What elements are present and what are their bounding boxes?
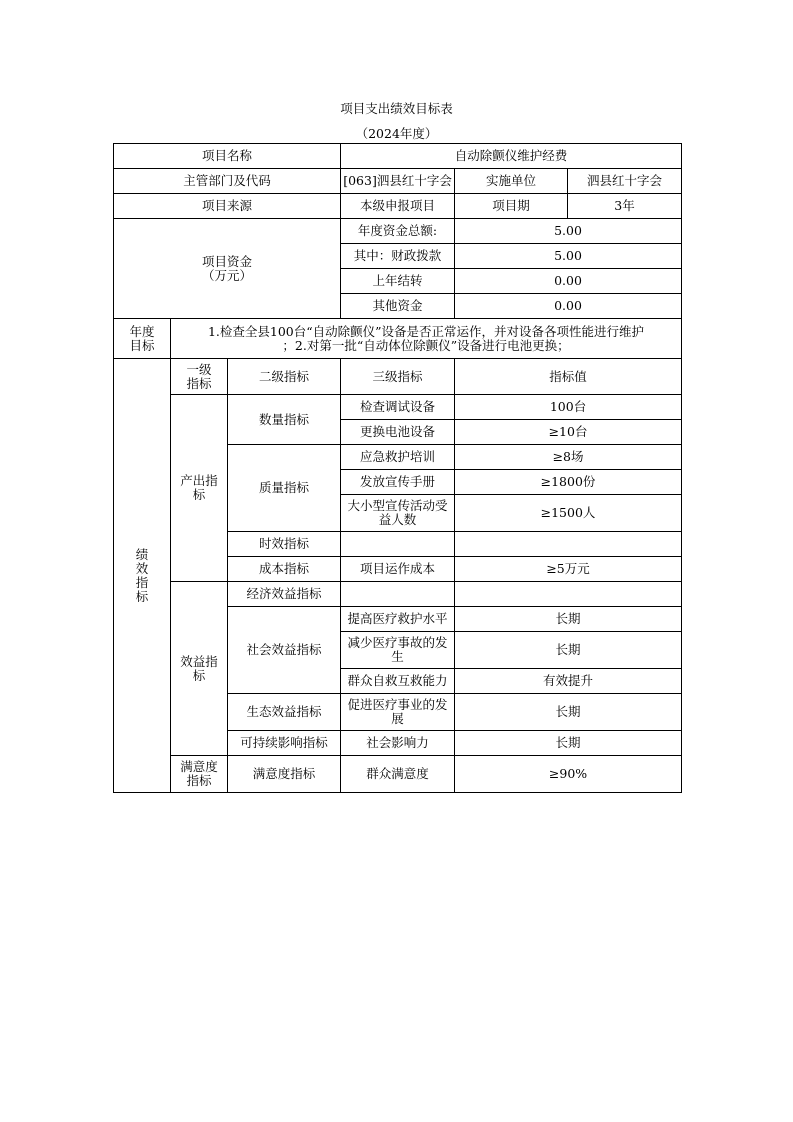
level3-cell: 发放宣传手册	[341, 470, 455, 495]
level3-line2: 生	[391, 649, 404, 664]
header-level3: 三级指标	[341, 359, 455, 395]
goal-label-line1: 年度	[129, 323, 155, 339]
performance-table	[113, 143, 682, 793]
satisfaction-level2: 满意度指标	[228, 756, 341, 793]
table-row	[114, 582, 682, 607]
value-cell: 长期	[455, 607, 682, 632]
value-cell: ≥10台	[455, 420, 682, 445]
satisfaction-label-line1: 满意度	[180, 759, 218, 774]
output-indicator-label	[171, 395, 228, 582]
funds-fiscal-value: 5.00	[455, 244, 682, 269]
table-row	[114, 756, 682, 793]
dept-value: [063]泗县红十字会	[341, 169, 455, 194]
period-value: 3年	[568, 194, 682, 219]
level3-cell	[341, 532, 455, 557]
value-cell: ≥1500人	[455, 495, 682, 532]
level3-cell: 更换电池设备	[341, 420, 455, 445]
impl-label: 实施单位	[455, 169, 568, 194]
funds-total-label: 年度资金总额:	[341, 219, 455, 244]
level3-cell	[341, 694, 455, 731]
level3-cell: 群众自救互救能力	[341, 669, 455, 694]
funds-label-line2: （万元）	[202, 267, 253, 283]
level3-cell: 社会影响力	[341, 731, 455, 756]
goal-label-line2: 目标	[129, 337, 155, 353]
output-label-line2: 标	[192, 487, 206, 502]
row-department	[114, 169, 682, 194]
header-level1	[171, 359, 228, 395]
funds-label	[114, 219, 341, 319]
level3-line1: 大小型宣传活动受	[347, 498, 448, 513]
value-cell	[455, 532, 682, 557]
funds-total-value: 5.00	[455, 219, 682, 244]
row-indicator-header	[114, 359, 682, 395]
value-cell: 长期	[455, 731, 682, 756]
level3-cell	[341, 632, 455, 669]
funds-carry-label: 上年结转	[341, 269, 455, 294]
source-label: 项目来源	[114, 194, 341, 219]
level3-line2: 益人数	[378, 512, 417, 527]
perf-indicator-label	[114, 359, 171, 793]
level3-line1: 减少医疗事故的发	[347, 635, 448, 650]
benefit-label-line2: 标	[192, 667, 206, 683]
level3-line2: 展	[391, 711, 404, 726]
economic-indicator: 经济效益指标	[228, 582, 341, 607]
document-title: 项目支出绩效目标表	[340, 101, 453, 116]
funds-carry-value: 0.00	[455, 269, 682, 294]
value-cell: 有效提升	[455, 669, 682, 694]
header-value: 指标值	[455, 359, 682, 395]
level3-cell	[341, 582, 455, 607]
header-level1-line2: 指标	[186, 375, 212, 391]
project-name-value: 自动除颤仪维护经费	[341, 144, 682, 169]
perf-label-char: 效	[135, 560, 149, 576]
value-cell: ≥8场	[455, 445, 682, 470]
level3-cell: 项目运作成本	[341, 557, 455, 582]
header-level1-line1: 一级	[186, 361, 212, 377]
satisfaction-label-line2: 指标	[186, 773, 212, 788]
ecological-indicator: 生态效益指标	[228, 694, 341, 731]
perf-label-char: 指	[135, 574, 149, 590]
value-cell: 长期	[455, 632, 682, 669]
satisfaction-indicator-label	[171, 756, 228, 793]
value-cell: ≥1800份	[455, 470, 682, 495]
row-source	[114, 194, 682, 219]
value-cell: 100台	[455, 395, 682, 420]
goal-label	[114, 319, 171, 359]
goal-line1: 1.检查全县100台“自动除颤仪”设备是否正常运作，并对设备各项性能进行维护	[207, 323, 645, 339]
level3-cell	[341, 495, 455, 532]
project-name-label: 项目名称	[114, 144, 341, 169]
cost-indicator: 成本指标	[228, 557, 341, 582]
level3-cell: 检查调试设备	[341, 395, 455, 420]
satisfaction-value: ≥90%	[455, 756, 682, 793]
document-subtitle: （2024年度）	[355, 126, 438, 141]
funds-other-label: 其他资金	[341, 294, 455, 319]
row-funds-total	[114, 219, 682, 244]
level3-cell: 提高医疗救护水平	[341, 607, 455, 632]
timeliness-indicator: 时效指标	[228, 532, 341, 557]
funds-label-line1: 项目资金	[202, 253, 253, 269]
header-level2: 二级指标	[228, 359, 341, 395]
row-annual-goal	[114, 319, 682, 359]
output-label-line1: 产出指	[180, 473, 218, 488]
value-cell: ≥5万元	[455, 557, 682, 582]
period-label: 项目期	[455, 194, 568, 219]
perf-label-char: 绩	[135, 546, 149, 562]
social-indicator: 社会效益指标	[228, 607, 341, 694]
benefit-label-line1: 效益指	[180, 653, 218, 669]
dept-label: 主管部门及代码	[114, 169, 341, 194]
funds-fiscal-label: 其中：财政拨款	[341, 244, 455, 269]
level3-line1: 促进医疗事业的发	[347, 697, 448, 712]
sustainable-indicator: 可持续影响指标	[228, 731, 341, 756]
goal-line2: ；2.对第一批“自动体位除颤仪”设备进行电池更换；	[282, 337, 570, 353]
funds-other-value: 0.00	[455, 294, 682, 319]
value-cell	[455, 582, 682, 607]
table-row	[114, 395, 682, 420]
perf-label-char: 标	[135, 588, 149, 604]
impl-value: 泗县红十字会	[568, 169, 682, 194]
satisfaction-level3: 群众满意度	[341, 756, 455, 793]
level3-cell: 应急救护培训	[341, 445, 455, 470]
value-cell: 长期	[455, 694, 682, 731]
source-value: 本级申报项目	[341, 194, 455, 219]
benefit-indicator-label	[171, 582, 228, 756]
quality-indicator: 质量指标	[228, 445, 341, 532]
quantity-indicator: 数量指标	[228, 395, 341, 445]
goal-text	[171, 319, 682, 359]
row-project-name	[114, 144, 682, 169]
